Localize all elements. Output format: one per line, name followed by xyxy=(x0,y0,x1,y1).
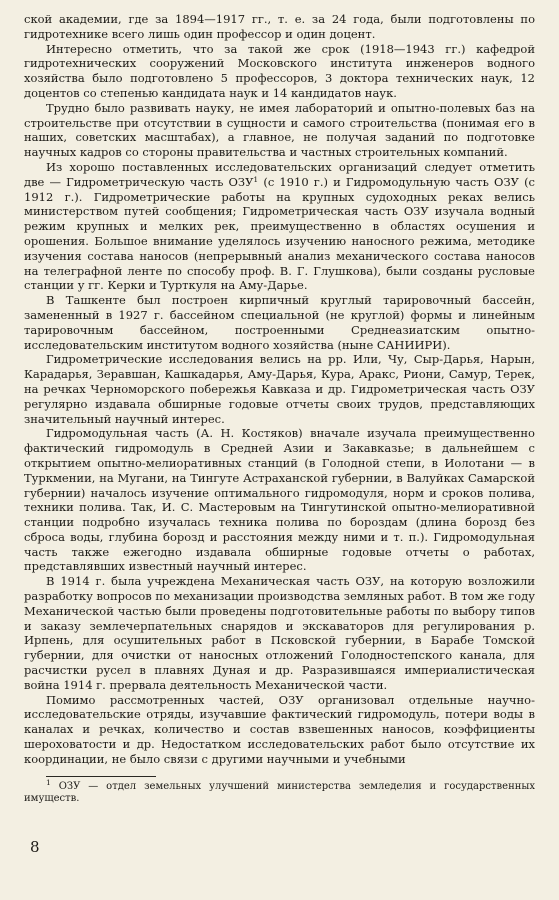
footnote-divider xyxy=(46,776,156,777)
paragraph-2: Интересно отметить, что за такой же срок (1918—1943 гг.) кафедрой гидротехнических сооружений Московского института инженеров водного хозяйства было подготовлено 5 профессоров, 3 доктора технических наук, 12 доцентов со степенью кандидата наук и 14 кандидатов наук. xyxy=(24,41,535,100)
footnote xyxy=(24,777,535,806)
paragraph-4-start: Из хорошо поставленных исследовательских организаций следует отметить две — Гидрометрическую часть ОЗУ xyxy=(24,159,535,189)
page-number: 8 xyxy=(30,838,40,856)
paragraph-4-rest: (с 1910 г.) и Гидромодульную часть ОЗУ (с 1912 г.). Гидрометрические работы на крупных судоходных реках велись министерством путей сообщения; Гидрометрическая часть ОЗУ изучала водный режим крупных и мелких рек, преимущественно в областях осушения и орошения. Большое внимание уделялось изучению наносного режима, методике изучения состава наносов (непрерывный анализ механического состава наносов на телеграфной ленте по способу проф. В. Г. Глушкова), были созданы русловые станции у гг. Керки и Турткуля на Аму-Дарье. xyxy=(24,174,535,293)
footnote-text: ОЗУ — отдел земельных улучшений министерства земледелия и государственных имуществ. xyxy=(24,780,535,805)
paragraph-5: В Ташкенте был построен кирпичный круглый тарировочный бассейн, замененный в 1927 г. бассейном специальной (не круглой) формы и линейным тарировочным бассейном, построенными Среднеазиатским опытно-исследовательским институтом водного хозяйства (ныне САНИИРИ). xyxy=(24,293,535,352)
body-text xyxy=(24,12,535,767)
paragraph-8: В 1914 г. была учреждена Механическая часть ОЗУ, на которую возложили разработку вопросов по механизации производства земляных работ. В том же году Механической частью были проведены подготовительные работы по выбору типов и заказу землечерпательных снарядов и экскаваторов для регулирования р. Ирпень, для осушительных работ в Псковской губернии, в Барабе Томской губернии, для очистки от наносных отложений Голодностепского канала, для расчистки русел в плавнях Дуная и др. Разразившаяся империалистическая война 1914 г. прервала деятельность Механической части. xyxy=(24,574,535,692)
paragraph-9: Помимо рассмотренных частей, ОЗУ организовал отдельные научно-исследовательские отряды, изучавшие фактический гидромодуль, потери воды в каналах и речках, количество и состав взвешенных наносов, коэффициенты шероховатости и др. Недостатком исследовательских работ было отсутствие их координации, не было связи с другими научными и учебными xyxy=(24,692,535,766)
paragraph-1: ской академии, где за 1894—1917 гг., т. е. за 24 года, были подготовлены по гидротехнике всего лишь один профессор и один доцент. xyxy=(24,12,535,41)
paragraph-4 xyxy=(24,160,535,293)
footnote-marker: 1 xyxy=(46,777,51,787)
footnote-reference: 1 xyxy=(253,174,259,184)
paragraph-3: Трудно было развивать науку, не имея лабораторий и опытно-полевых баз на строительстве при отсутствии в сущности и самого строительства (понимая его в наших, советских масштабах), а главное, не получая заданий по подготовке научных кадров со стороны правительства и частных строительных компаний. xyxy=(24,100,535,160)
paragraph-7: Гидромодульная часть (А. Н. Костяков) вначале изучала преимущественно фактический гидромодуль в Средней Азии и Закавказье; в дальнейшем с открытием опытно-мелиоративных станций (в Голодной степи, в Иолотани — в Туркмении, на Мугани, на Тингуте Астраханской губернии, в Валуйках Самарской губернии) началось изучение оптимального гидромодуля, норм и сроков полива, техники полива. Так, И. С. Мастеровым на Тингутинской опытно-мелиоративной станции подробно изучалась техника полива по бороздам (длина борозд без сброса воды, глубина борозд и расстояния между ними и т. п.). Гидромодульная часть также ежегодно издавала обширные годовые отчеты о работах, представлявших известный научный интерес. xyxy=(24,426,535,574)
paragraph-6: Гидрометрические исследования велись на рр. Или, Чу, Сыр-Дарья, Нарын, Карадарья, Зеравшан, Кашкадарья, Аму-Дарья, Кура, Аракс, Риони, Самур, Терек, на речках Черноморского побережья Кавказа и др. Гидрометрическая часть ОЗУ регулярно издавала обширные годовые отчеты своих трудов, представляющих значительный научный интерес. xyxy=(24,352,535,426)
